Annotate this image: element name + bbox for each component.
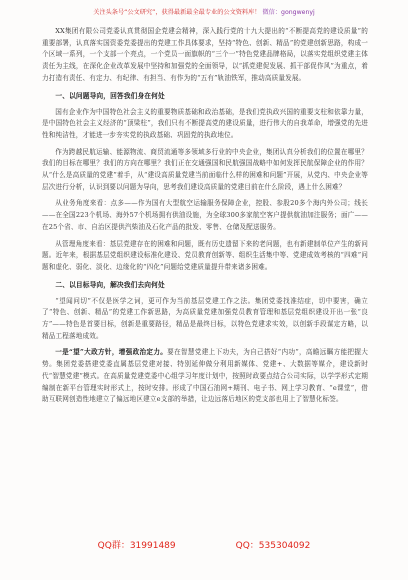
qq-number: QQ：535304092 — [235, 541, 311, 551]
section-heading-2: 二、以目标导向，解决我们去向何处 — [55, 280, 165, 289]
paragraph: 作为跨越民航运输、能源物流、商贸流通等多领域多行业的中央企业，集团认真分析我们的位置在哪里？我们的目标在哪里？我们的方向在哪里？我们正在交通强国和民航强国战略中如何发挥民航保障企业的作用？从“什么是高质量的党建”着手，从“建设高质量党建当前面临什么样的困难和问题”开展，从党内、中央企业等层次进行分析，认识到要以问题为导向，思考我们建设高质量的党建目前在什么阶段，遇上什么困难？ — [42, 147, 368, 191]
bold-lead: 一是“望”大政方针，增强政治定力。 — [55, 348, 168, 357]
paragraph: 从管理角度来看：基层党建存在的困难和问题，既有历史遗留下来的老问题，也有新建制单位产生的新问题。近年来，根据基层党组织建设标准化建设、党员教育创新等、组织生活集中等、党建成效考核的“四难”问题和虚化、弱化、淡化、边缘化的“四化”问题给党建质量提升带来诸多困难。 — [42, 239, 368, 271]
paragraph: “望闻问切”不仅是医学之词，更可作为当前基层党建工作之法。集团党委找准结症，切中要害，确立了“特色、创新、精品”的党建工作新思路，为高质量党建加强党员教育管理和基层党组织建设开出一张“良方”——特色是首要目标，创新是重要路径，精品是最终目标，以特色党建求实效，以创新手段谋定方略，以精品工程落地成效。 — [42, 296, 368, 340]
wechat-id: 微信：gongwenyj — [262, 9, 315, 16]
qq-group: QQ群：31991489 — [97, 541, 176, 551]
contact-footer — [0, 538, 408, 551]
section-heading-1: 一、以问题导向，回答我们身在何处 — [55, 91, 165, 100]
banner-text: 关注头条号“公文研究”，获得最新最全最专业的公文资料库！ — [93, 9, 261, 16]
paragraph: 国有企业作为中国特色社会主义的重要物质基础和政治基础，是我们党执政兴国的重要支柱和依靠力量，是中国特色社会主义经济的“顶梁柱”，我们只有不断提高党的建设质量，进行伟大的自我革命，增强党的先进性和纯洁性，才能进一步夯实党的执政基础、巩固党的执政地位。 — [42, 107, 368, 139]
paragraph — [42, 347, 368, 406]
paragraph-text: 要在智慧党建上下功夫，为自己搭好“内功”，高瞻远瞩方能把握大势。集团党委搭建党委直属基层党建对接、特别延伸做分利用新媒体、党建+、大数据等媒介，建设新时代“智慧党建”模式。在高质量党建党委中心组学习年度计划中，按照时政要点结合公司实际，以学学形式定期编制在新平台管理实时形式上，按时安排。形成了中国石油网+期刊、电子书、网上学习教育、“e课堂”，借助互联网创造性地建立了偏远地区建立e支部的举措，让边远落后地区的党支部也用上了智慧化标签。 — [42, 348, 368, 404]
document-body — [42, 26, 368, 406]
promo-banner[interactable] — [0, 8, 408, 17]
paragraph: 从业务角度来看：点多——作为国有大型航空运输服务保障企业，控股、参股20多个海内外公司；线长——在全国223个机场、海外57个机场拥有供油设施，为全球300多家航空客户提供航油加注服务；面广——在25个省、市、自治区提供汽柴油及石化产品的批发、零售、仓储及配送服务。 — [42, 199, 368, 231]
intro-paragraph: XX集团有限公司党委认真贯彻国企党建会精神，深入践行党的十九大提出的“不断提高党的建设质量”的重要部署，认真落实国资委党委提出的党建工作具体要求，坚持“特色、创新、精品”的党建创新思路，构成一个区域一系列，一个支部一个亮点，一个党员一面旗帜的“三个一”特色党建品牌格局，以落实党组织党建主体责任为主线，在深化企业改革发展中坚持和加强党的全面领导，以“抓党建促发展、抓干部促作风”为重点，着力打造有责任、有定力、有纪律、有担当、有作为的“五有”轨油铁军，推动高质量发展。 — [42, 27, 368, 82]
